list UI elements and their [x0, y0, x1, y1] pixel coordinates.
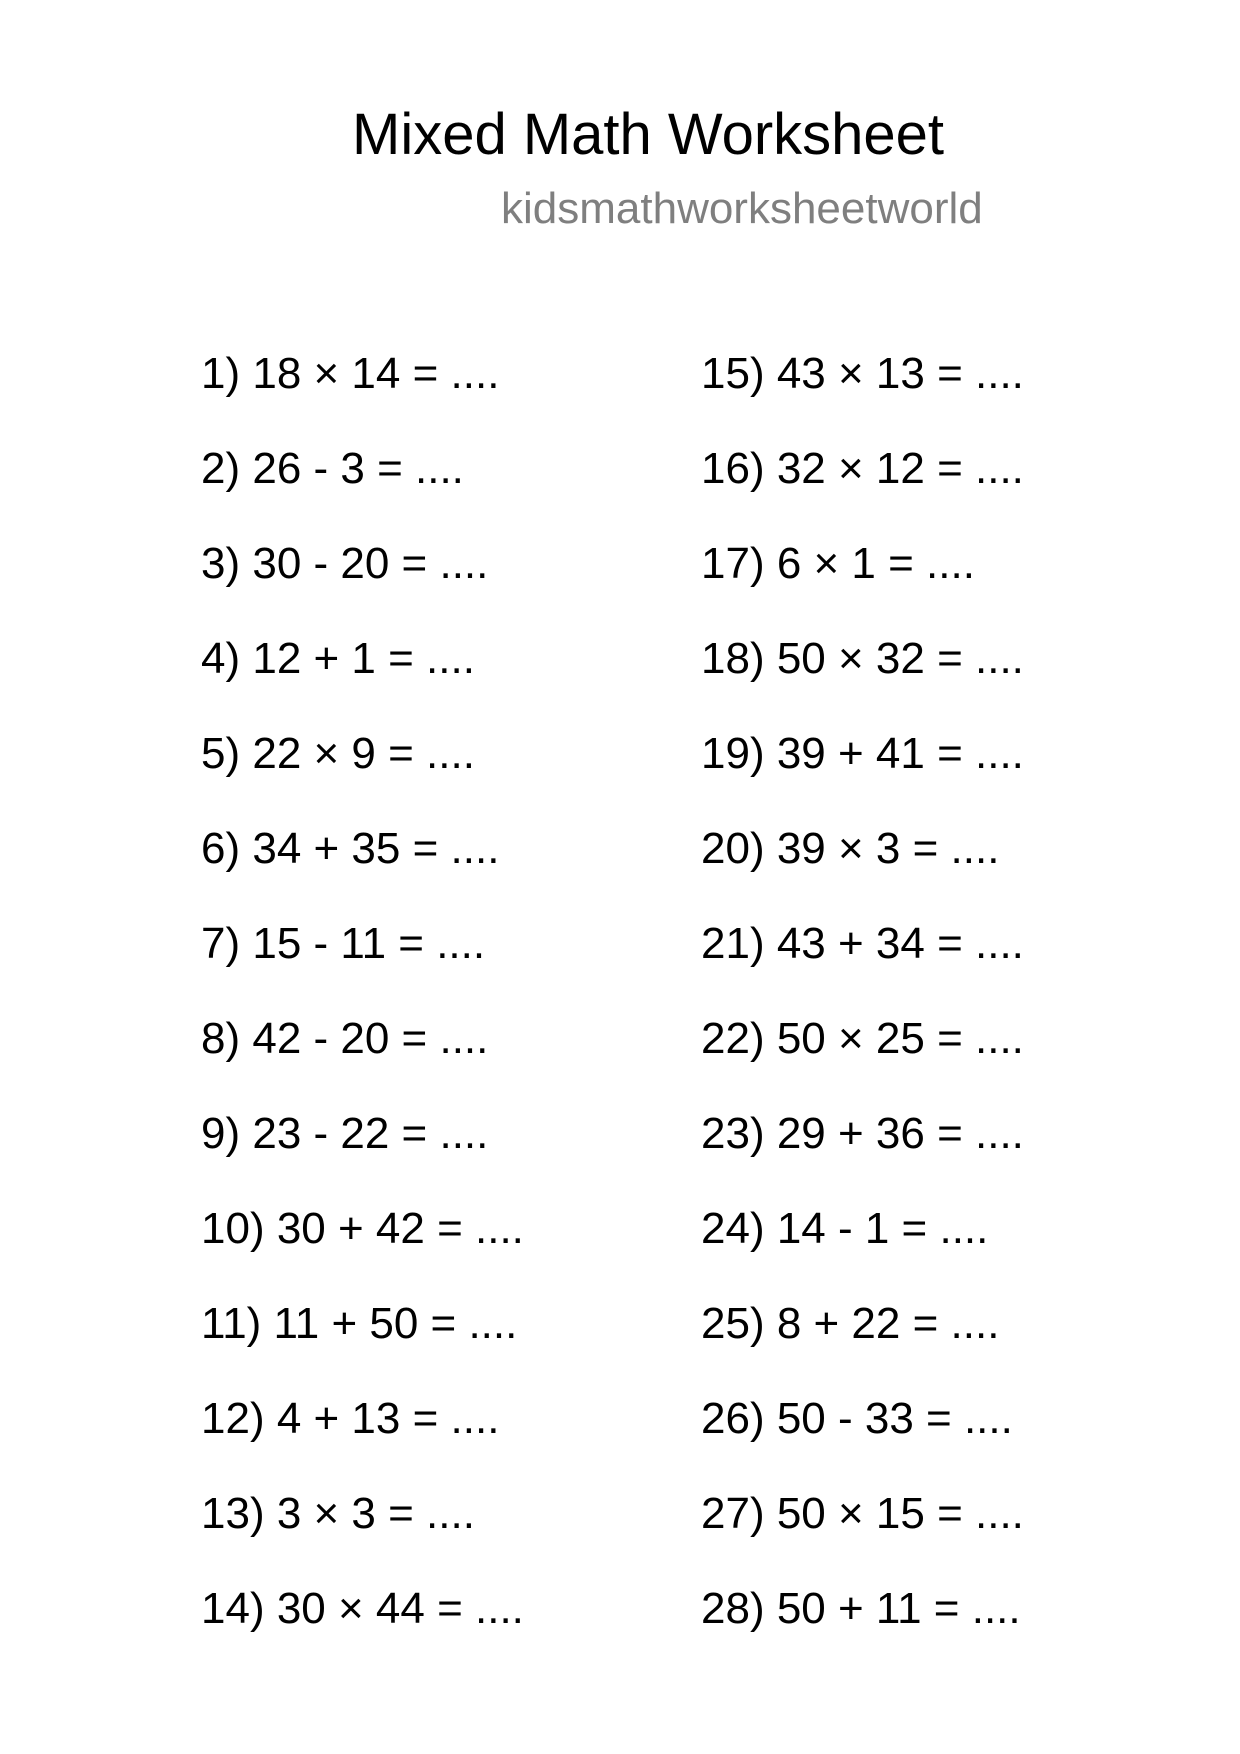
problem-item: 12) 4 + 13 = .... — [201, 1394, 500, 1443]
problem-item: 14) 30 × 44 = .... — [201, 1584, 524, 1633]
problem-item: 18) 50 × 32 = .... — [701, 634, 1024, 683]
problem-item: 10) 30 + 42 = .... — [201, 1204, 524, 1253]
problem-item: 17) 6 × 1 = .... — [701, 539, 975, 588]
problem-item: 6) 34 + 35 = .... — [201, 824, 500, 873]
problem-item: 21) 43 + 34 = .... — [701, 919, 1024, 968]
problem-item: 15) 43 × 13 = .... — [701, 349, 1024, 398]
problem-item: 2) 26 - 3 = .... — [201, 444, 464, 493]
problem-item: 23) 29 + 36 = .... — [701, 1109, 1024, 1158]
problem-item: 28) 50 + 11 = .... — [701, 1584, 1021, 1633]
problem-item: 25) 8 + 22 = .... — [701, 1299, 1000, 1348]
problem-list-right — [701, 348, 1024, 1678]
problem-item: 24) 14 - 1 = .... — [701, 1204, 989, 1253]
problem-item: 1) 18 × 14 = .... — [201, 349, 500, 398]
problem-item: 22) 50 × 25 = .... — [701, 1014, 1024, 1063]
problem-item: 3) 30 - 20 = .... — [201, 539, 489, 588]
problem-item: 5) 22 × 9 = .... — [201, 729, 475, 778]
problem-item: 7) 15 - 11 = .... — [201, 919, 486, 968]
problem-item: 9) 23 - 22 = .... — [201, 1109, 489, 1158]
problem-item: 8) 42 - 20 = .... — [201, 1014, 489, 1063]
problem-item: 26) 50 - 33 = .... — [701, 1394, 1013, 1443]
problem-item: 20) 39 × 3 = .... — [701, 824, 1000, 873]
problem-list-left — [201, 348, 524, 1678]
problem-item: 11) 11 + 50 = .... — [201, 1299, 518, 1348]
problem-item: 4) 12 + 1 = .... — [201, 634, 475, 683]
problem-item: 27) 50 × 15 = .... — [701, 1489, 1024, 1538]
problem-item: 16) 32 × 12 = .... — [701, 444, 1024, 493]
problem-item: 13) 3 × 3 = .... — [201, 1489, 475, 1538]
problem-item: 19) 39 + 41 = .... — [701, 729, 1024, 778]
worksheet-subtitle: kidsmathworksheetworld — [501, 184, 983, 233]
worksheet-title: Mixed Math Worksheet — [352, 102, 945, 167]
